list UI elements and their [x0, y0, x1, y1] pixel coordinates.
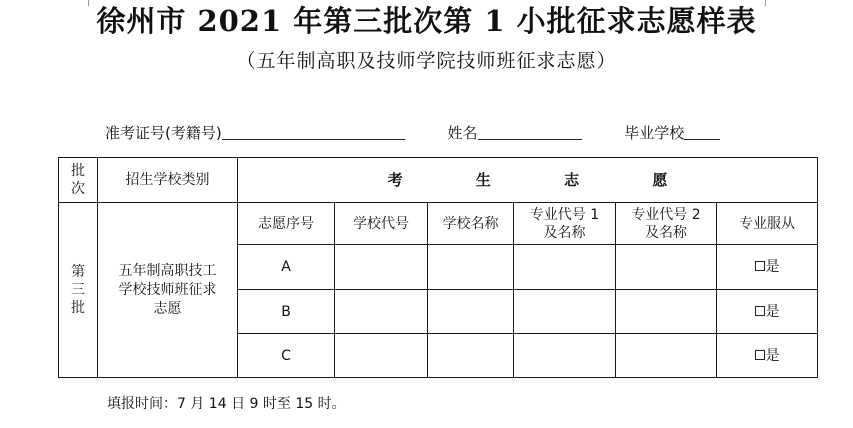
major-2-cell[interactable] — [616, 245, 717, 290]
column-header-school-name: 学校名称 — [428, 203, 514, 245]
column-header-seq: 志愿序号 — [238, 203, 335, 245]
page-title: 徐州市 2021 年第三批次第 1 小批征求志愿样表 — [96, 4, 757, 38]
checkbox-icon[interactable] — [755, 261, 765, 271]
major-1-cell[interactable] — [514, 290, 616, 334]
name-label: 姓名 — [447, 124, 478, 142]
exam-id-field[interactable] — [222, 119, 405, 140]
column-header-school-code: 学校代号 — [335, 203, 428, 245]
obey-label: 是 — [765, 259, 780, 275]
school-field[interactable] — [684, 119, 720, 140]
batch-value: 第 三 批 — [59, 203, 98, 378]
seq-cell: C — [238, 334, 335, 378]
major-1-cell[interactable] — [514, 334, 616, 378]
school-code-cell[interactable] — [335, 245, 428, 290]
school-name-cell[interactable] — [428, 334, 514, 378]
category-header: 招生学校类别 — [98, 158, 238, 203]
name-field[interactable] — [478, 119, 582, 140]
seq-cell: B — [238, 290, 335, 334]
batch-header: 批 次 — [59, 158, 98, 203]
fill-time-note: 填报时间：7 月 14 日 9 时至 15 时。 — [107, 396, 346, 412]
major-2-cell[interactable] — [616, 290, 717, 334]
exam-id-label: 准考证号(考籍号) — [105, 124, 222, 142]
obey-label: 是 — [765, 303, 780, 320]
column-header-major-1: 专业代号 1 及名称 — [514, 203, 616, 245]
obey-cell[interactable] — [717, 334, 818, 378]
preference-header: 考 生 志 愿 — [238, 158, 818, 203]
checkbox-icon[interactable] — [755, 306, 765, 316]
obey-cell[interactable] — [717, 245, 818, 290]
school-code-cell[interactable] — [335, 290, 428, 334]
preference-table — [58, 157, 818, 378]
school-label: 毕业学校 — [624, 124, 685, 142]
category-value: 五年制高职技工学校技师班征求志愿 — [98, 203, 238, 378]
school-code-cell[interactable] — [335, 334, 428, 378]
major-2-cell[interactable] — [616, 334, 717, 378]
seq-cell: A — [238, 245, 335, 290]
school-name-cell[interactable] — [428, 245, 514, 290]
applicant-fields — [105, 118, 805, 148]
column-header-major-2: 专业代号 2 及名称 — [616, 203, 717, 245]
checkbox-icon[interactable] — [755, 350, 765, 360]
obey-label: 是 — [765, 347, 780, 364]
school-name-cell[interactable] — [428, 290, 514, 334]
obey-cell[interactable] — [717, 290, 818, 334]
page-subtitle: （五年制高职及技师学院技师班征求志愿） — [236, 50, 617, 72]
major-1-cell[interactable] — [514, 245, 616, 290]
column-header-obey: 专业服从 — [717, 203, 818, 245]
